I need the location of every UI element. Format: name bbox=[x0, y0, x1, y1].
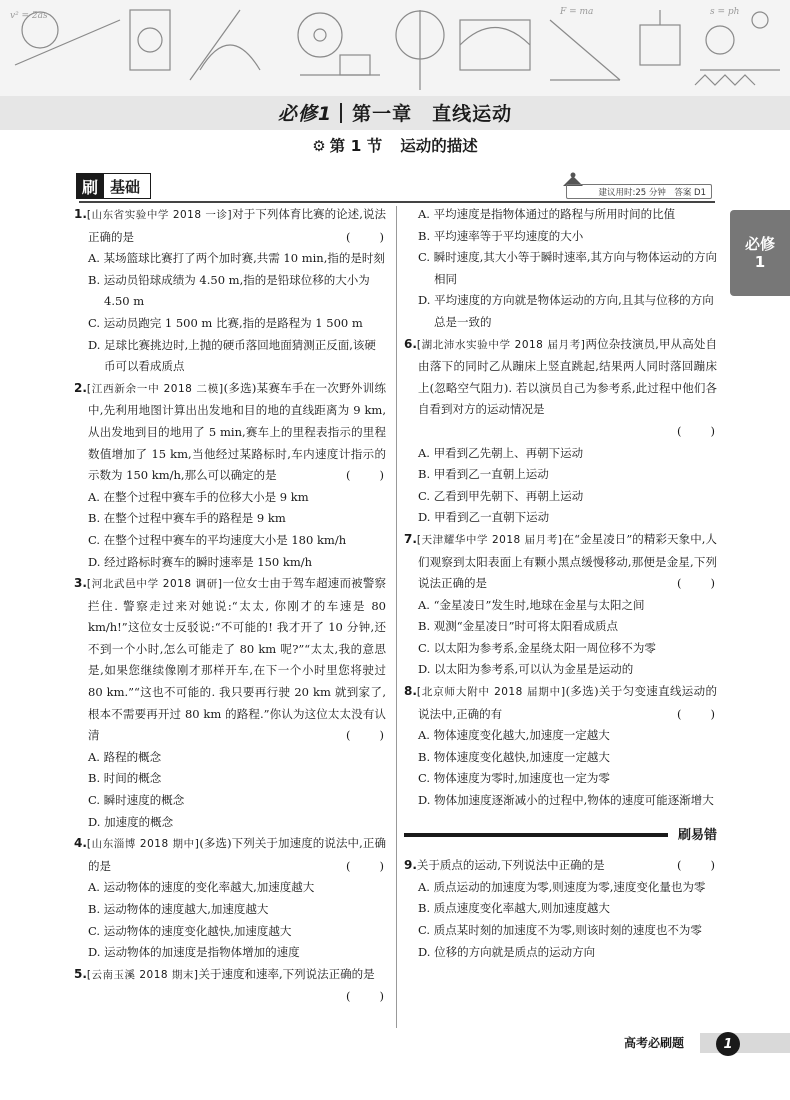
answer-blank: ( ) bbox=[346, 728, 386, 743]
answer-blank: ( ) bbox=[677, 576, 717, 591]
side-tab-line1: 必修 bbox=[744, 235, 775, 253]
svg-text:F = ma: F = ma bbox=[560, 7, 594, 17]
option: B. 观测“金星凌日”时可将太阳看成质点 bbox=[418, 619, 619, 634]
option: B. 平均速率等于平均速度的大小 bbox=[418, 228, 584, 243]
section-title bbox=[0, 134, 790, 156]
option: B. 在整个过程中赛车手的路程是 9 km bbox=[88, 511, 286, 526]
option: D. 物体加速度逐渐减小的过程中,物体的速度可能逐渐增大 bbox=[418, 793, 714, 808]
page-footer bbox=[0, 1032, 790, 1056]
option: A. 路程的概念 bbox=[88, 749, 162, 764]
option: A. 在整个过程中赛车手的位移大小是 9 km bbox=[88, 489, 309, 504]
option: D. 平均速度的方向就是物体运动的方向,且其与位移的方向总是一致的 bbox=[418, 293, 714, 329]
left-column bbox=[74, 204, 386, 1008]
time-tip: 建议用时:25 分钟 答案 D1 bbox=[566, 184, 712, 199]
option: C. 质点某时刻的加速度不为零,则该时刻的速度也不为零 bbox=[418, 923, 702, 937]
option: A. 运动物体的速度的变化率越大,加速度越大 bbox=[88, 880, 315, 895]
section-name: 运动的描述 bbox=[400, 137, 478, 155]
option: A. 某场篮球比赛打了两个加时赛,共需 10 min,指的是时刻 bbox=[88, 251, 385, 266]
svg-text:v² = 2as: v² = 2as bbox=[10, 11, 48, 21]
book-label: 必修1 bbox=[277, 103, 333, 125]
option: C. 物体速度为零时,加速度也一定为零 bbox=[418, 771, 610, 786]
option: D. 足球比赛挑边时,上抛的硬币落回地面猜测正反面,该硬币可以看成质点 bbox=[88, 337, 376, 374]
option: C. 乙看到甲先朝下、再朝上运动 bbox=[418, 488, 584, 503]
top-divider bbox=[79, 201, 715, 203]
answer-blank: ( ) bbox=[346, 468, 386, 483]
option: B. 物体速度变化越快,加速度一定越大 bbox=[418, 749, 610, 764]
option: D. 位移的方向就是质点的运动方向 bbox=[418, 944, 596, 959]
column-divider bbox=[396, 206, 397, 1028]
option: A. 质点运动的加速度为零,则速度为零,速度变化量也为零 bbox=[418, 879, 706, 894]
side-tab-line2: 1 bbox=[754, 253, 766, 271]
error-section-label: 刷易错 bbox=[677, 827, 717, 843]
badge-name: 基础 bbox=[104, 173, 151, 199]
option: B. 运动员铅球成绩为 4.50 m,指的是铅球位移的大小为 4.50 m bbox=[88, 272, 370, 309]
question-4: 4.[山东淄博 2018 期中](多选)下列关于加速度的说法中,正确的是 ( ) A. 运动物体的速度的变化率越大,加速度越大 B. 运动物体的速度越大,加速度越大 C. 运动物体的速度变化越快,加速度越大 D. 运动物体的加速度是指物体增加的速度 bbox=[74, 833, 386, 964]
question-3: 3.[河北武邑中学 2018 调研]一位女士由于驾车超速而被警察拦住. 警察走过来对她说:“太太, 你刚才的车速是 80 km/h!”这位女士反驳说:“不可能的! 我才开了 10 分钟,还不到一个小时,怎么可能走了 80 km 呢?”“太太,我的意思是,如果您继续像刚才那样开车,在下一个小时里您将驶过 80 km.”“这也不可能的. 我只要再行驶 20 km 就到家了,根本不需要再开过 80 km 的路程.”你认为这位太太没有认清 ( ) A. 路程的概念 B. 时间的概念 C. 瞬时速度的概念 D. 加速度的概念 bbox=[74, 573, 386, 833]
chapter-label: 第一章 直线运动 bbox=[352, 103, 513, 125]
header-banner bbox=[0, 0, 790, 110]
option: D. 加速度的概念 bbox=[88, 814, 174, 829]
section-rule bbox=[404, 833, 668, 837]
svg-text:s = ph: s = ph bbox=[710, 7, 740, 17]
option: C. 运动物体的速度变化越快,加速度越大 bbox=[88, 923, 292, 938]
gear-icon: ⚙ bbox=[312, 137, 326, 155]
footer-label: 高考必刷题 bbox=[624, 1036, 685, 1050]
answer-blank: ( ) bbox=[346, 858, 386, 873]
question-8: 8.[北京师大附中 2018 届期中](多选)关于匀变速直线运动的说法中,正确的有 ( ) A. 物体速度变化越大,加速度一定越大 B. 物体速度变化越快,加速度一定越大 C. 物体速度为零时,加速度也一定为零 D. 物体加速度逐渐减小的过程中,物体的速度可能逐渐增大 bbox=[404, 681, 717, 812]
option: B. 时间的概念 bbox=[88, 771, 162, 786]
section-number: 第 1 节 bbox=[329, 137, 383, 155]
title-separator bbox=[340, 103, 342, 123]
option: D. 运动物体的加速度是指物体增加的速度 bbox=[88, 945, 300, 960]
option: A. “金星凌日”发生时,地球在金星与太阳之间 bbox=[418, 597, 645, 612]
chapter-title bbox=[0, 99, 790, 126]
error-section-header bbox=[404, 825, 717, 847]
badge-tag: 刷 bbox=[76, 173, 104, 199]
option: A. 平均速度是指物体通过的路程与所用时间的比值 bbox=[418, 207, 676, 221]
basics-badge bbox=[76, 173, 151, 199]
question-1: 1.[山东省实验中学 2018 一诊]对于下列体育比赛的论述,说法正确的是 ( ) A. 某场篮球比赛打了两个加时赛,共需 10 min,指的是时刻 B. 运动员铅球成绩为 4.50 m,指的是铅球位移的大小为 4.50 m C. 运动员跑完 1 500 m 比赛,指的是路程为 1 500 m D. 足球比赛挑边时,上抛的硬币落回地面猜测正反面,该硬币可以看成质点 bbox=[74, 204, 386, 378]
question-7: 7.[天津耀华中学 2018 届月考]在“金星凌日”的精彩天象中,人们观察到太阳表面上有颗小黑点缓慢移动,那便是金星,下列说法正确的是 ( ) A. “金星凌日”发生时,地球在金星与太阳之间 B. 观测“金星凌日”时可将太阳看成质点 C. 以太阳为参考系,金星绕太阳一周位移不为零 D. 以太阳为参考系,可以认为金星是运动的 bbox=[404, 529, 717, 681]
option: C. 运动员跑完 1 500 m 比赛,指的是路程为 1 500 m bbox=[88, 315, 363, 330]
option: C. 瞬时速度,其大小等于瞬时速率,其方向与物体运动的方向相同 bbox=[418, 250, 718, 286]
option: C. 以太阳为参考系,金星绕太阳一周位移不为零 bbox=[418, 640, 656, 655]
side-tab bbox=[730, 210, 790, 296]
question-6: 6.[湖北沛水实验中学 2018 届月考]两位杂技演员,甲从高处自由落下的同时乙从蹦床上竖直跳起,结果两人同时落回蹦床上(忽略空气阻力). 若以演员自己为参考系,此过程中他们各自看到对方的运动情况是 ( ) A. 甲看到乙先朝上、再朝下运动 B. 甲看到乙一直朝上运动 C. 乙看到甲先朝下、再朝上运动 D. 甲看到乙一直朝下运动 bbox=[404, 334, 717, 529]
option: D. 甲看到乙一直朝下运动 bbox=[418, 510, 550, 525]
answer-blank: ( ) bbox=[677, 858, 717, 873]
footer-bar bbox=[700, 1033, 790, 1053]
page-number: 1 bbox=[716, 1032, 740, 1056]
answer-blank: ( ) bbox=[346, 229, 386, 244]
option: A. 物体速度变化越大,加速度一定越大 bbox=[418, 728, 610, 743]
option: D. 经过路标时赛车的瞬时速率是 150 km/h bbox=[88, 554, 313, 569]
question-5-options bbox=[404, 204, 717, 334]
question-2: 2.[江西新余一中 2018 二模](多选)某赛车手在一次野外训练中,先利用地图计算出出发地和目的地的直线距离为 9 km,从出发地到目的地用了 5 min,赛车上的里程表指示的里程数值增加了 15 km,当他经过某路标时,车内速度计指示的示数为 150 km/h,那么可以确定的是 ( ) A. 在整个过程中赛车手的位移大小是 9 km B. 在整个过程中赛车手的路程是 9 km C. 在整个过程中赛车的平均速度大小是 180 km/h D. 经过路标时赛车的瞬时速率是 150 km/h bbox=[74, 378, 386, 573]
question-5: 5.[云南玉溪 2018 期末]关于速度和速率,下列说法正确的是 ( ) bbox=[74, 964, 386, 987]
question-9: 9.关于质点的运动,下列说法中正确的是 ( ) A. 质点运动的加速度为零,则速度为零,速度变化量也为零 B. 质点速度变化率越大,则加速度越大 C. 质点某时刻的加速度不为零,则该时刻的速度也不为零 D. 位移的方向就是质点的运动方向 bbox=[404, 855, 717, 963]
option: A. 甲看到乙先朝上、再朝下运动 bbox=[418, 445, 584, 460]
option: B. 甲看到乙一直朝上运动 bbox=[418, 467, 549, 482]
answer-blank: ( ) bbox=[677, 706, 717, 721]
option: C. 瞬时速度的概念 bbox=[88, 793, 185, 808]
right-column bbox=[404, 204, 717, 963]
option: B. 运动物体的速度越大,加速度越大 bbox=[88, 902, 269, 916]
physics-sketch-illustration bbox=[0, 0, 790, 110]
answer-blank: ( ) bbox=[346, 989, 386, 1004]
option: B. 质点速度变化率越大,则加速度越大 bbox=[418, 901, 610, 916]
option: D. 以太阳为参考系,可以认为金星是运动的 bbox=[418, 662, 634, 677]
option: C. 在整个过程中赛车的平均速度大小是 180 km/h bbox=[88, 532, 347, 547]
answer-blank: ( ) bbox=[677, 423, 717, 438]
